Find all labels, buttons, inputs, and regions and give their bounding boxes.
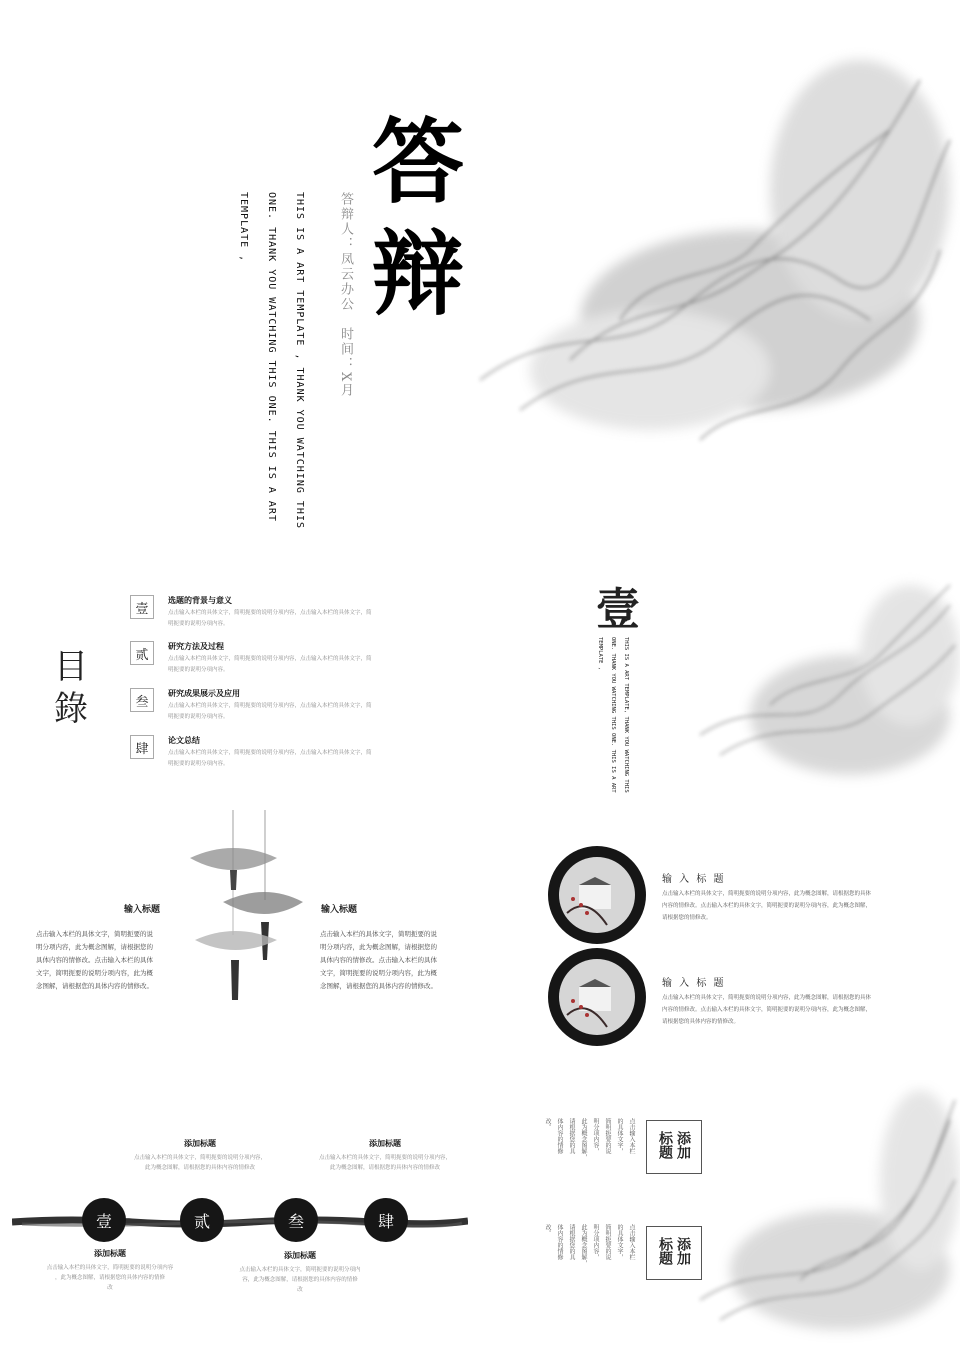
card-text — [510, 1118, 636, 1208]
circle-item-line: 点击输入本栏的具体文字，简明扼要的说明分项内容，此为概念图解，请根据您的具体 — [662, 995, 872, 1001]
circle-item-line: 点击输入本栏的具体文字，简明扼要的说明分项内容，此为概念图解，请根据您的具体 — [662, 891, 872, 897]
vertical-card[interactable] — [510, 1224, 710, 1314]
circle-item-text — [662, 888, 871, 924]
toc-item-desc: 明扼要的说明分项内容。 — [168, 667, 229, 673]
toc-slide — [0, 545, 480, 795]
toc-heading-line-1: 目 — [54, 647, 88, 687]
landscape-image — [557, 957, 637, 1037]
card-text-col: 点击输入本栏 — [628, 1118, 635, 1154]
top-item-line: 点击输入本栏的具体文字，简明扼要的说明分项内容， — [133, 1155, 266, 1161]
bottom-item-line: 改 — [107, 1285, 113, 1291]
lantern-left-title: 输入标题 — [124, 905, 161, 915]
lantern-left-line: 念图解，请根据您的具体内容的情修改。 — [36, 982, 153, 990]
lantern-left-line: 具体内容的情修改。点击输入本栏的具体 — [36, 956, 153, 964]
card-title-box — [646, 1226, 702, 1280]
circle-item-line: 请根据您的具体内容的情修改。 — [662, 1019, 740, 1025]
toc-item[interactable] — [130, 593, 450, 639]
toc-item[interactable] — [130, 733, 450, 779]
cover-title-char-1: 答 — [372, 109, 465, 216]
card-text — [510, 1224, 636, 1314]
smoke-decoration — [680, 1080, 960, 1352]
card-title-b: 标题 — [657, 1237, 673, 1265]
top-item-title: 添加标题 — [369, 1138, 401, 1148]
card-text-col: 改。 — [544, 1224, 551, 1236]
card-text-col: 明分项内容， — [592, 1118, 599, 1154]
bottom-item-title: 添加标题 — [284, 1250, 316, 1260]
section-english-col-2: ONE. THANK YOU WATCHING THIS ONE. THIS IS A ART — [610, 637, 616, 793]
bottom-item-title: 添加标题 — [94, 1248, 126, 1258]
card-text-col: 明分项内容， — [592, 1224, 599, 1260]
toc-item-desc: 点击输入本栏的具体文字，简明扼要的说明分项内容，点击输入本栏的具体文字，简 — [168, 610, 372, 616]
vertical-card-slide — [480, 1080, 960, 1352]
bottom-item-line: 改 — [297, 1287, 303, 1293]
timeline-slide — [0, 1080, 480, 1352]
toc-item-number: 贰 — [130, 641, 154, 665]
lantern-left-text — [36, 928, 153, 993]
lantern-left-line: 文字，简明扼要的说明分项内容，此为概 — [36, 969, 153, 977]
cover-english-col-1: THIS IS A ART TEMPLATE , THANK YOU WATCHING THIS — [294, 192, 305, 529]
cover-slide — [0, 0, 960, 540]
bottom-item[interactable] — [220, 1250, 380, 1295]
ink-frame-image — [548, 948, 646, 1046]
timeline-node[interactable]: 贰 — [180, 1198, 224, 1242]
section-slide — [480, 545, 960, 805]
toc-item-desc: 明扼要的说明分项内容。 — [168, 761, 229, 767]
card-text-col: 体内容的情修 — [556, 1118, 563, 1154]
card-title-a: 添加 — [675, 1237, 691, 1265]
toc-list — [130, 593, 450, 779]
lantern-left-line: 明分项内容，此为概念图解，请根据您的 — [36, 943, 153, 951]
toc-item-title: 论文总结 — [168, 735, 200, 745]
landscape-image — [557, 855, 637, 935]
ink-frame-image — [548, 846, 646, 944]
toc-item-number: 壹 — [130, 595, 154, 619]
smoke-decoration — [420, 20, 960, 540]
vertical-card[interactable] — [510, 1118, 710, 1208]
timeline-node[interactable]: 壹 — [82, 1198, 126, 1242]
toc-item-title: 研究方法及过程 — [168, 641, 224, 651]
toc-item-number: 肆 — [130, 735, 154, 759]
top-item[interactable] — [305, 1138, 465, 1173]
lantern-illustration — [185, 810, 305, 1010]
card-text-col: 此为概念图解， — [580, 1118, 587, 1160]
bottom-item-line: 点击输入本栏的具体文字，简明扼要的说明分项内容 — [46, 1265, 174, 1271]
section-char: 壹 — [596, 584, 640, 635]
card-text-col: 体内容的情修 — [556, 1224, 563, 1260]
cover-title-char-2: 辩 — [372, 221, 465, 328]
circle-item-title: 输 入 标 题 — [662, 874, 726, 885]
bottom-item[interactable] — [30, 1248, 190, 1293]
card-text-col: 改。 — [544, 1118, 551, 1130]
toc-item-desc: 点击输入本栏的具体文字，简明扼要的说明分项内容，点击输入本栏的具体文字，简 — [168, 750, 372, 756]
card-title-box — [646, 1120, 702, 1174]
top-item-line: 点击输入本栏的具体文字，简明扼要的说明分项内容， — [318, 1155, 451, 1161]
timeline-node[interactable]: 肆 — [364, 1198, 408, 1242]
toc-item-title: 研究成果展示及应用 — [168, 688, 240, 698]
timeline-node[interactable]: 叁 — [274, 1198, 318, 1242]
card-text-col: 简明扼要的说 — [604, 1224, 611, 1260]
circle-slide — [480, 810, 960, 1070]
toc-item-title: 选题的背景与意义 — [168, 595, 232, 605]
lantern-right-line: 点击输入本栏的具体文字，简明扼要的说 — [320, 930, 437, 938]
smoke-decoration — [680, 565, 960, 805]
toc-item-desc: 点击输入本栏的具体文字，简明扼要的说明分项内容，点击输入本栏的具体文字，简 — [168, 703, 372, 709]
card-text-col: 请根据您的具 — [568, 1224, 575, 1260]
card-text-col: 点击输入本栏 — [628, 1224, 635, 1260]
lantern-right-title: 输入标题 — [321, 905, 358, 915]
toc-item-desc: 点击输入本栏的具体文字，简明扼要的说明分项内容，点击输入本栏的具体文字，简 — [168, 656, 372, 662]
lantern-right-line: 文字，简明扼要的说明分项内容，此为概 — [320, 969, 437, 977]
section-english-col-3: TEMPLATE , — [597, 637, 603, 671]
toc-heading-line-2: 錄 — [54, 689, 88, 729]
lantern-right-line: 念图解，请根据您的具体内容的情修改。 — [320, 982, 437, 990]
circle-item-text — [662, 992, 871, 1028]
card-text-col: 此为概念图解， — [580, 1224, 587, 1266]
top-item-line: 此为概念图解，请根据您的具体内容的情修改 — [144, 1165, 255, 1171]
bottom-item-line: ，此为概念图解，请根据您的具体内容的情修 — [54, 1275, 165, 1281]
toc-item-desc: 明扼要的说明分项内容。 — [168, 714, 229, 720]
toc-item[interactable] — [130, 639, 450, 686]
circle-item-title: 输 入 标 题 — [662, 978, 726, 989]
circle-item-line: 内容的情修改。点击输入本栏的具体文字，简明扼要的说明分项内容，此为概念图解， — [662, 1007, 872, 1013]
circle-item-line: 请根据您的情修改。 — [662, 915, 712, 921]
top-item-line: 此为概念图解，请根据您的具体内容的情修改 — [329, 1165, 440, 1171]
card-text-col: 的具体文字， — [616, 1118, 623, 1154]
card-text-col: 请根据您的具 — [568, 1118, 575, 1154]
toc-item-number: 叁 — [130, 688, 154, 712]
lantern-right-text — [320, 928, 437, 993]
top-item[interactable] — [120, 1138, 280, 1173]
lantern-left-line: 点击输入本栏的具体文字，简明扼要的说 — [36, 930, 153, 938]
circle-item[interactable] — [480, 840, 960, 940]
bottom-item-line: 点击输入本栏的具体文字，简明扼要的说明分项内 — [239, 1267, 361, 1273]
card-text-col: 的具体文字， — [616, 1224, 623, 1260]
cover-english-col-2: ONE. THANK YOU WATCHING THIS ONE. THIS IS A ART — [266, 192, 277, 522]
lantern-right-line: 明分项内容，此为概念图解，请根据您的 — [320, 943, 437, 951]
circle-item[interactable] — [480, 946, 960, 1046]
lantern-slide — [0, 810, 480, 1080]
bottom-item-line: 容，此为概念图解，请根据您的具体内容的情修 — [242, 1277, 358, 1283]
cover-english-col-3: TEMPLATE , — [238, 192, 249, 263]
top-item-title: 添加标题 — [184, 1138, 216, 1148]
lantern-right-line: 具体内容的情修改。点击输入本栏的具体 — [320, 956, 437, 964]
toc-item-desc: 明扼要的说明分项内容。 — [168, 621, 229, 627]
toc-item[interactable] — [130, 686, 450, 733]
section-english-col-1: THIS IS A ART TEMPLATE, THANK YOU WATCHING THIS — [623, 637, 629, 793]
circle-item-line: 内容的情修改。点击输入本栏的具体文字，简明扼要的说明分项内容，此为概念图解， — [662, 903, 872, 909]
card-title-a: 添加 — [675, 1131, 691, 1159]
card-title-b: 标题 — [657, 1131, 673, 1159]
cover-meta: 答辩人：凤云办公 时间：X月 — [338, 192, 353, 399]
card-text-col: 简明扼要的说 — [604, 1118, 611, 1154]
